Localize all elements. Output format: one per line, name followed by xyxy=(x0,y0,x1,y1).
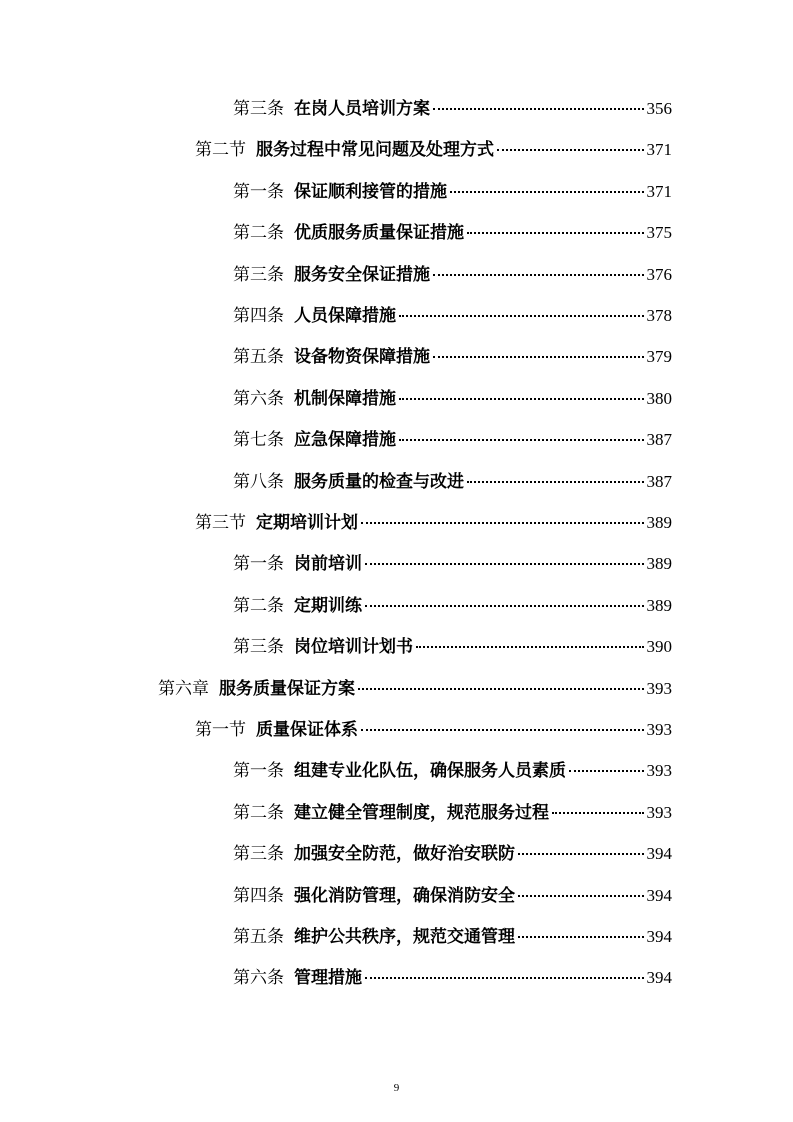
toc-entry-title: 应急保障措施 xyxy=(294,430,396,450)
toc-entry-page: 376 xyxy=(646,265,672,284)
toc-entry-number: 第五条 xyxy=(233,927,284,947)
toc-entry-page: 394 xyxy=(646,844,672,863)
toc-entry-page: 390 xyxy=(646,637,672,656)
toc-entry[interactable] xyxy=(233,428,672,452)
toc-entry-page: 389 xyxy=(646,596,672,615)
toc-entry-page: 371 xyxy=(646,140,672,159)
toc-entry-title: 加强安全防范，做好治安联防 xyxy=(294,844,515,864)
toc-entry-title: 服务过程中常见问题及处理方式 xyxy=(256,140,494,160)
toc-entry-number: 第三条 xyxy=(233,844,284,864)
toc-entry[interactable] xyxy=(233,97,672,121)
dot-leader xyxy=(433,108,644,110)
dot-leader xyxy=(497,149,644,151)
dot-leader xyxy=(399,398,644,400)
toc-entry[interactable] xyxy=(195,511,672,535)
dot-leader xyxy=(361,729,644,731)
toc-entry-page: 356 xyxy=(646,99,672,118)
toc-entry-title: 岗位培训计划书 xyxy=(294,637,413,657)
toc-entry-number: 第二节 xyxy=(195,140,246,160)
toc-entry-title: 服务质量保证方案 xyxy=(219,679,355,699)
toc-entry-title: 组建专业化队伍，确保服务人员素质 xyxy=(294,761,566,781)
toc-entry[interactable] xyxy=(233,552,672,576)
dot-leader xyxy=(365,563,644,565)
dot-leader xyxy=(361,522,644,524)
dot-leader xyxy=(518,936,644,938)
toc-entry[interactable] xyxy=(233,635,672,659)
toc-entry-title: 维护公共秩序，规范交通管理 xyxy=(294,927,515,947)
dot-leader xyxy=(365,977,644,979)
toc-entry-page: 375 xyxy=(646,223,672,242)
toc-entry[interactable] xyxy=(233,801,672,825)
dot-leader xyxy=(433,356,644,358)
toc-entry-title: 服务质量的检查与改进 xyxy=(294,472,464,492)
toc-entry-page: 378 xyxy=(646,306,672,325)
toc-entry[interactable] xyxy=(233,884,672,908)
toc-entry-title: 在岗人员培训方案 xyxy=(294,99,430,119)
dot-leader xyxy=(365,605,644,607)
toc-entry-number: 第一条 xyxy=(233,182,284,202)
dot-leader xyxy=(433,274,644,276)
toc-entry-number: 第二条 xyxy=(233,596,284,616)
dot-leader xyxy=(399,439,644,441)
toc-entry[interactable] xyxy=(233,925,672,949)
toc-entry-number: 第一条 xyxy=(233,761,284,781)
toc-entry-title: 建立健全管理制度，规范服务过程 xyxy=(294,803,549,823)
toc-entry[interactable] xyxy=(233,345,672,369)
dot-leader xyxy=(358,688,644,690)
dot-leader xyxy=(552,812,644,814)
toc-entry-number: 第三条 xyxy=(233,637,284,657)
toc-entry[interactable] xyxy=(195,138,672,162)
dot-leader xyxy=(399,315,644,317)
toc-entry-page: 387 xyxy=(646,430,672,449)
toc-entry-title: 管理措施 xyxy=(294,968,362,988)
toc-entry-number: 第一条 xyxy=(233,554,284,574)
toc-entry[interactable] xyxy=(233,387,672,411)
toc-entry[interactable] xyxy=(233,221,672,245)
toc-entry-number: 第六章 xyxy=(158,679,209,699)
toc-entry-page: 394 xyxy=(646,886,672,905)
toc-entry-page: 393 xyxy=(646,679,672,698)
toc-entry-title: 质量保证体系 xyxy=(256,720,358,740)
toc-entry[interactable] xyxy=(233,263,672,287)
toc-entry-title: 优质服务质量保证措施 xyxy=(294,223,464,243)
toc-entry[interactable] xyxy=(233,304,672,328)
dot-leader xyxy=(467,481,644,483)
toc-entry-page: 371 xyxy=(646,182,672,201)
dot-leader xyxy=(518,895,644,897)
toc-entry-number: 第一节 xyxy=(195,720,246,740)
toc-entry-number: 第七条 xyxy=(233,430,284,450)
toc-entry-title: 岗前培训 xyxy=(294,554,362,574)
page-number: 9 xyxy=(393,1082,400,1094)
dot-leader xyxy=(569,770,644,772)
toc-entry-number: 第五条 xyxy=(233,347,284,367)
toc-entry-title: 定期训练 xyxy=(294,596,362,616)
toc-entry[interactable] xyxy=(195,718,672,742)
toc-entry-page: 393 xyxy=(646,803,672,822)
toc-entry-page: 389 xyxy=(646,513,672,532)
toc-entry-title: 设备物资保障措施 xyxy=(294,347,430,367)
toc-entry-page: 393 xyxy=(646,761,672,780)
toc-entry-number: 第三节 xyxy=(195,513,246,533)
toc-entry-number: 第二条 xyxy=(233,803,284,823)
toc-entry-number: 第三条 xyxy=(233,265,284,285)
toc-entry-number: 第六条 xyxy=(233,389,284,409)
toc-entry-title: 人员保障措施 xyxy=(294,306,396,326)
toc-entry-title: 保证顺利接管的措施 xyxy=(294,182,447,202)
toc-entry[interactable] xyxy=(233,966,672,990)
toc-entry-page: 379 xyxy=(646,347,672,366)
toc-entry-title: 服务安全保证措施 xyxy=(294,265,430,285)
toc-entry-page: 380 xyxy=(646,389,672,408)
toc-entry-page: 389 xyxy=(646,554,672,573)
toc-entry[interactable] xyxy=(233,470,672,494)
dot-leader xyxy=(416,646,644,648)
toc-entry[interactable] xyxy=(158,677,672,701)
dot-leader xyxy=(467,232,644,234)
toc-entry-number: 第二条 xyxy=(233,223,284,243)
dot-leader xyxy=(518,853,644,855)
toc-entry-title: 强化消防管理，确保消防安全 xyxy=(294,886,515,906)
toc-entry-page: 387 xyxy=(646,472,672,491)
toc-entry[interactable] xyxy=(233,842,672,866)
toc-entry[interactable] xyxy=(233,759,672,783)
toc-entry-page: 394 xyxy=(646,968,672,987)
toc-entry-page: 394 xyxy=(646,927,672,946)
toc-entry[interactable] xyxy=(233,180,672,204)
toc-entry-page: 393 xyxy=(646,720,672,739)
toc-entry-number: 第三条 xyxy=(233,99,284,119)
toc-entry-number: 第六条 xyxy=(233,968,284,988)
dot-leader xyxy=(450,191,644,193)
toc-entry-number: 第四条 xyxy=(233,886,284,906)
toc-entry-number: 第四条 xyxy=(233,306,284,326)
toc-entry-title: 定期培训计划 xyxy=(256,513,358,533)
toc-entry[interactable] xyxy=(233,594,672,618)
toc-entry-title: 机制保障措施 xyxy=(294,389,396,409)
toc-entry-number: 第八条 xyxy=(233,472,284,492)
